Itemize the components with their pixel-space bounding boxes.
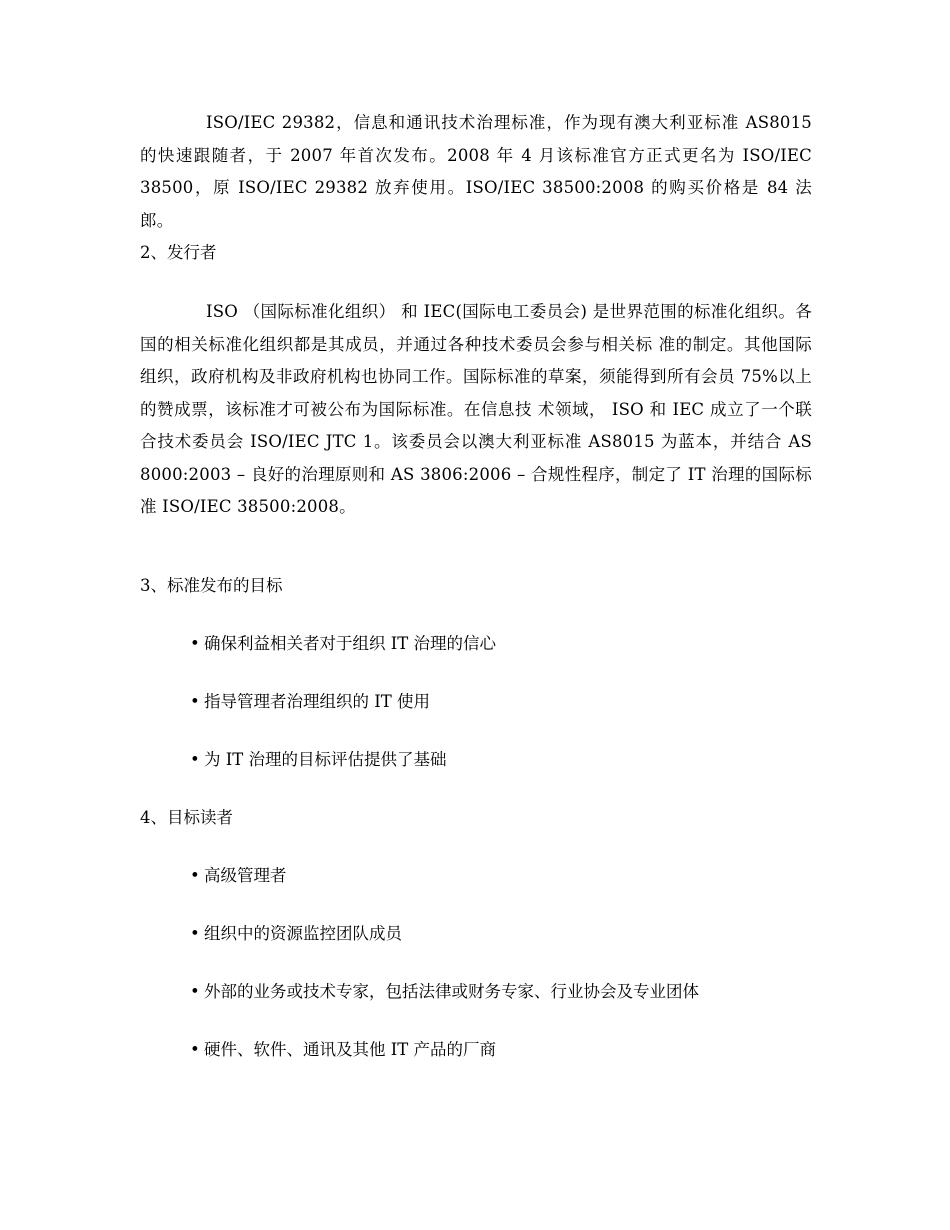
bullet-icon: •: [190, 1040, 200, 1059]
list-item-text: 外部的业务或技术专家，包括法律或财务专家、行业协会及专业团体: [204, 982, 699, 1001]
bullet-icon: •: [190, 750, 200, 769]
bullet-icon: •: [190, 982, 200, 1001]
section-4-heading: 4、目标读者: [140, 808, 233, 827]
list-item-text: 指导管理者治理组织的 IT 使用: [204, 692, 431, 711]
list-item: [190, 864, 287, 888]
list-item: [190, 690, 430, 714]
list-item-text: 确保利益相关者对于组织 IT 治理的信心: [204, 634, 497, 653]
bullet-icon: •: [190, 866, 200, 885]
section-2-heading: 2、发行者: [140, 243, 217, 262]
list-item-text: 硬件、软件、通讯及其他 IT 产品的厂商: [204, 1040, 497, 1059]
list-item-text: 为 IT 治理的目标评估提供了基础: [204, 750, 447, 769]
bullet-icon: •: [190, 692, 200, 711]
list-item: [190, 922, 402, 946]
list-item: [190, 632, 496, 656]
intro-paragraph: ISO/IEC 29382，信息和通讯技术治理标准，作为现有澳大利亚标准 AS8015 的快速跟随者，于 2007 年首次发布。2008 年 4 月该标准官方正式更名为 ISO/IEC 38500，原 ISO/IEC 29382 放弃使用。ISO/IEC 38500:2008 的购买价格是 84 法郎。: [140, 113, 812, 230]
list-item: [190, 1038, 496, 1062]
list-item-text: 高级管理者: [204, 866, 287, 885]
bullet-icon: •: [190, 634, 200, 653]
bullet-icon: •: [190, 924, 200, 943]
list-item: [190, 748, 447, 772]
list-item: [190, 980, 699, 1004]
section-2-paragraph: ISO （国际标准化组织） 和 IEC(国际电工委员会) 是世界范围的标准化组织。各国的相关标准化组织都是其成员，并通过各种技术委员会参与相关标 准的制定。其他国际组织，政府机构及非政府机构也协同工作。国际标准的草案，须能得到所有会员 75%以上的赞成票，该标准才可被公布为国际标准。在信息技 术领域， ISO 和 IEC 成立了一个联合技术委员会 ISO/IEC JTC 1。该委员会以澳大利亚标准 AS8015 为蓝本，并结合 AS 8000:2003 – 良好的治理原则和 AS 3806:2006 – 合规性程序，制定了 IT 治理的国际标准 ISO/IEC 38500:2008。: [140, 302, 812, 516]
list-item-text: 组织中的资源监控团队成员: [204, 924, 402, 943]
section-3-heading: 3、标准发布的目标: [140, 576, 283, 595]
